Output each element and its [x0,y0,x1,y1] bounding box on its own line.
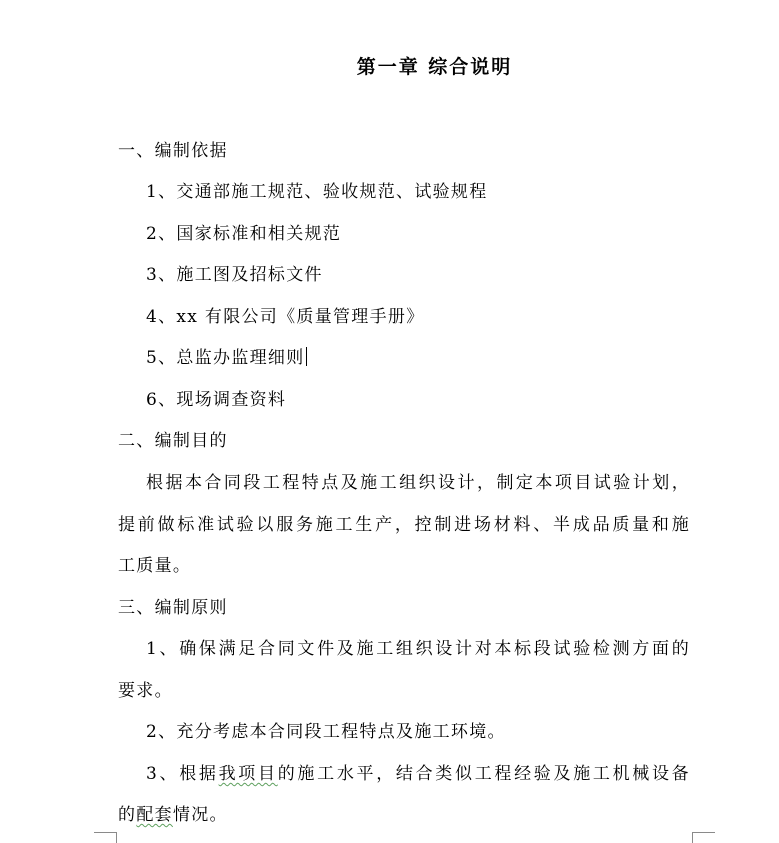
text-run: 的 [118,805,137,825]
section-heading-principles: 三、编制原则 [118,598,228,618]
grammar-flagged-text[interactable]: 我项目 [218,764,278,784]
section-heading-basis: 一、编制依据 [118,141,228,161]
list-item: 4、xx 有限公司《质量管理手册》 [146,307,425,327]
list-item: 6、现场调查资料 [146,390,287,410]
paragraph-line: 提前做标准试验以服务施工生产，控制进场材料、半成品质量和施 [118,515,690,535]
chapter-title: 第一章 综合说明 [356,56,513,78]
list-item: 1、交通部施工规范、验收规范、试验规程 [146,182,488,202]
list-item: 2、国家标准和相关规范 [146,224,342,244]
margin-corner-mark-right [692,832,715,843]
grammar-flagged-text[interactable]: 配套 [136,805,173,825]
paragraph-line: 要求。 [118,681,173,701]
text-run: 3、根据 [146,764,219,784]
section-heading-purpose: 二、编制目的 [118,431,228,451]
paragraph-line: 1、确保满足合同文件及施工组织设计对本标段试验检测方面的 [146,639,690,659]
paragraph-line [118,800,228,825]
list-item-text: 5、总监办监理细则 [146,348,305,368]
paragraph-line [146,759,690,784]
text-run: 情况。 [172,805,228,825]
margin-corner-mark-left [94,832,117,843]
paragraph-line: 工质量。 [118,556,192,576]
paragraph-line: 根据本合同段工程特点及施工组织设计，制定本项目试验计划， [146,473,690,493]
list-item: 3、施工图及招标文件 [146,265,323,285]
text-run: 的施工水平，结合类似工程经验及施工机械设备 [277,764,690,784]
list-item-with-cursor[interactable] [146,343,307,368]
text-cursor [306,347,308,366]
paragraph-line: 2、充分考虑本合同段工程特点及施工环境。 [146,722,506,742]
